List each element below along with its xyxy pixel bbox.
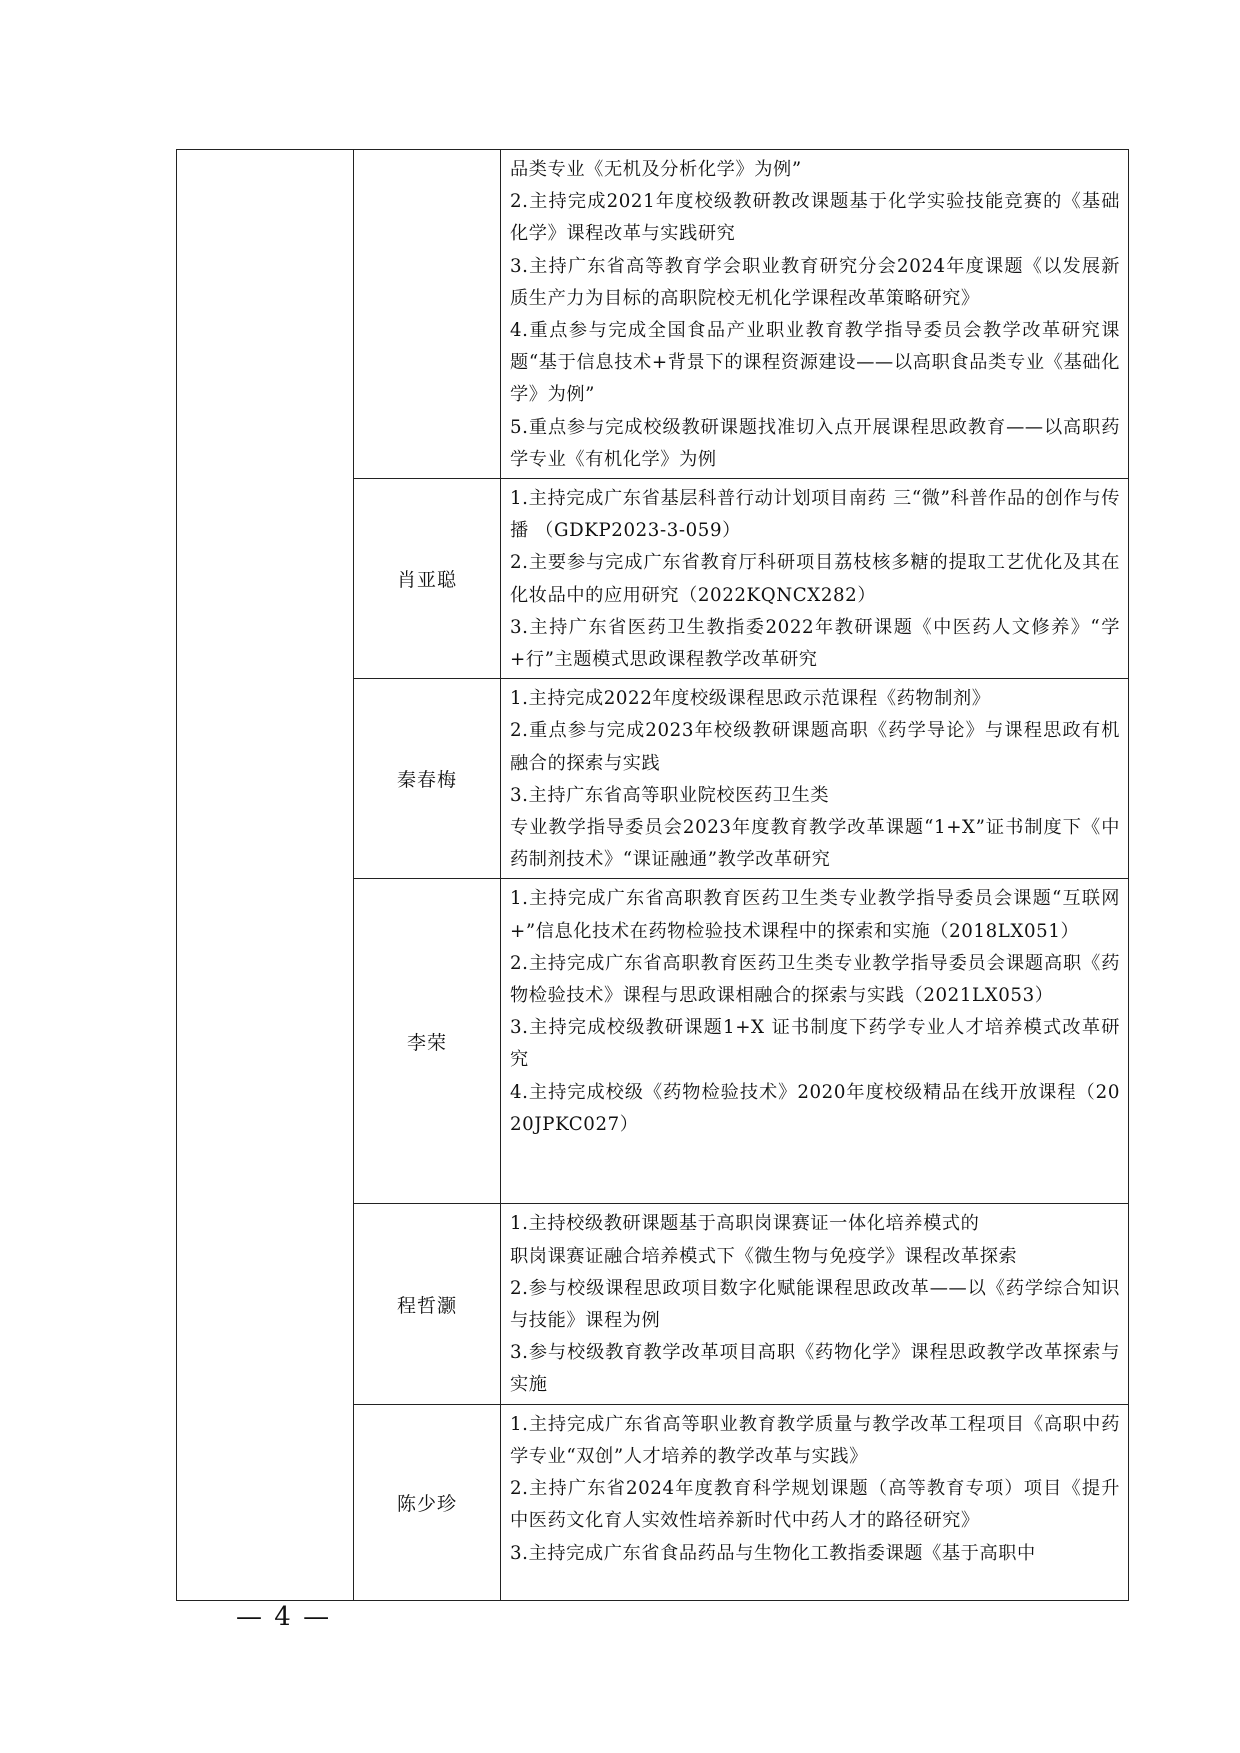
project-list xyxy=(501,879,1129,1204)
project-item: 2.重点参与完成2023年校级教研课题高职《药学导论》与课程思政有机融合的探索与实践 xyxy=(510,720,1120,774)
project-item: 职岗课赛证融合培养模式下《微生物与免疫学》课程改革探索 xyxy=(510,1245,1018,1267)
project-item: 2.主持完成广东省高职教育医药卫生类专业教学指导委员会课题高职《药物检验技术》课程与思政课相融合的探索与实践（2021LX053） xyxy=(510,952,1120,1007)
project-item: 4.主持完成校级《药物检验技术》2020年度校级精品在线开放课程（2020JPKC027） xyxy=(510,1081,1120,1135)
project-item: 3.主持完成校级教研课题1+X 证书制度下药学专业人才培养模式改革研究 xyxy=(510,1017,1120,1071)
project-item: 1.主持校级教研课题基于高职岗课赛证一体化培养模式的 xyxy=(510,1213,980,1235)
project-item: 1.主持完成2022年度校级课程思政示范课程《药物制剂》 xyxy=(510,688,991,710)
project-list xyxy=(501,150,1129,479)
member-name: 秦春梅 xyxy=(354,679,501,879)
category-cell xyxy=(177,150,354,1601)
project-table xyxy=(176,149,1129,1601)
project-item: 2.主持完成2021年度校级教研教改课题基于化学实验技能竞赛的《基础化学》课程改革与实践研究 xyxy=(510,191,1120,245)
member-name: 陈少珍 xyxy=(354,1404,501,1600)
member-name: 程哲灏 xyxy=(354,1204,501,1404)
project-item: 5.重点参与完成校级教研课题找准切入点开展课程思政教育——以高职药学专业《有机化学》为例 xyxy=(510,416,1120,470)
project-item: 4.重点参与完成全国食品产业职业教育教学指导委员会教学改革研究课题“基于信息技术+背景下的课程资源建设——以高职食品类专业《基础化学》为例” xyxy=(510,320,1120,406)
project-list xyxy=(501,1404,1129,1600)
page-number: — 4 — xyxy=(236,1602,332,1632)
project-item: 2.主要参与完成广东省教育厅科研项目荔枝核多糖的提取工艺优化及其在化妆品中的应用研究（2022KQNCX282） xyxy=(510,552,1120,606)
project-item: 3.主持广东省医药卫生教指委2022年教研课题《中医药人文修养》“学+行”主题模式思政课程教学改革研究 xyxy=(510,616,1120,671)
project-item: 1.主持完成广东省高职教育医药卫生类专业教学指导委员会课题“互联网+”信息化技术在药物检验技术课程中的探索和实施（2018LX051） xyxy=(510,888,1120,942)
member-name: 肖亚聪 xyxy=(354,479,501,679)
project-item: 1.主持完成广东省基层科普行动计划项目南药 三“微”科普作品的创作与传播 （GDKP2023-3-059） xyxy=(510,488,1120,542)
member-name: 李荣 xyxy=(354,879,501,1204)
project-item: 专业教学指导委员会2023年度教育教学改革课题“1+X”证书制度下《中药制剂技术》“课证融通”教学改革研究 xyxy=(510,817,1120,871)
project-item: 2.主持广东省2024年度教育科学规划课题（高等教育专项）项目《提升中医药文化育人实效性培养新时代中药人才的路径研究》 xyxy=(510,1478,1120,1532)
project-item: 3.主持完成广东省食品药品与生物化工教指委课题《基于高职中 xyxy=(510,1542,1036,1564)
project-item: 2.参与校级课程思政项目数字化赋能课程思政改革——以《药学综合知识与技能》课程为例 xyxy=(510,1277,1120,1332)
project-item: 3.主持广东省高等职业院校医药卫生类 xyxy=(510,784,830,806)
project-item: 1.主持完成广东省高等职业教育教学质量与教学改革工程项目《高职中药学专业“双创”人才培养的教学改革与实践》 xyxy=(510,1413,1120,1467)
project-item: 品类专业《无机及分析化学》为例” xyxy=(510,159,802,180)
member-name xyxy=(354,150,501,479)
project-list xyxy=(501,479,1129,679)
project-item: 3.参与校级教育教学改革项目高职《药物化学》课程思政教学改革探索与实施 xyxy=(510,1342,1120,1396)
project-item: 3.主持广东省高等教育学会职业教育研究分会2024年度课题《以发展新质生产力为目标的高职院校无机化学课程改革策略研究》 xyxy=(510,255,1120,309)
project-list xyxy=(501,1204,1129,1404)
table-row xyxy=(177,150,1129,479)
project-list xyxy=(501,679,1129,879)
